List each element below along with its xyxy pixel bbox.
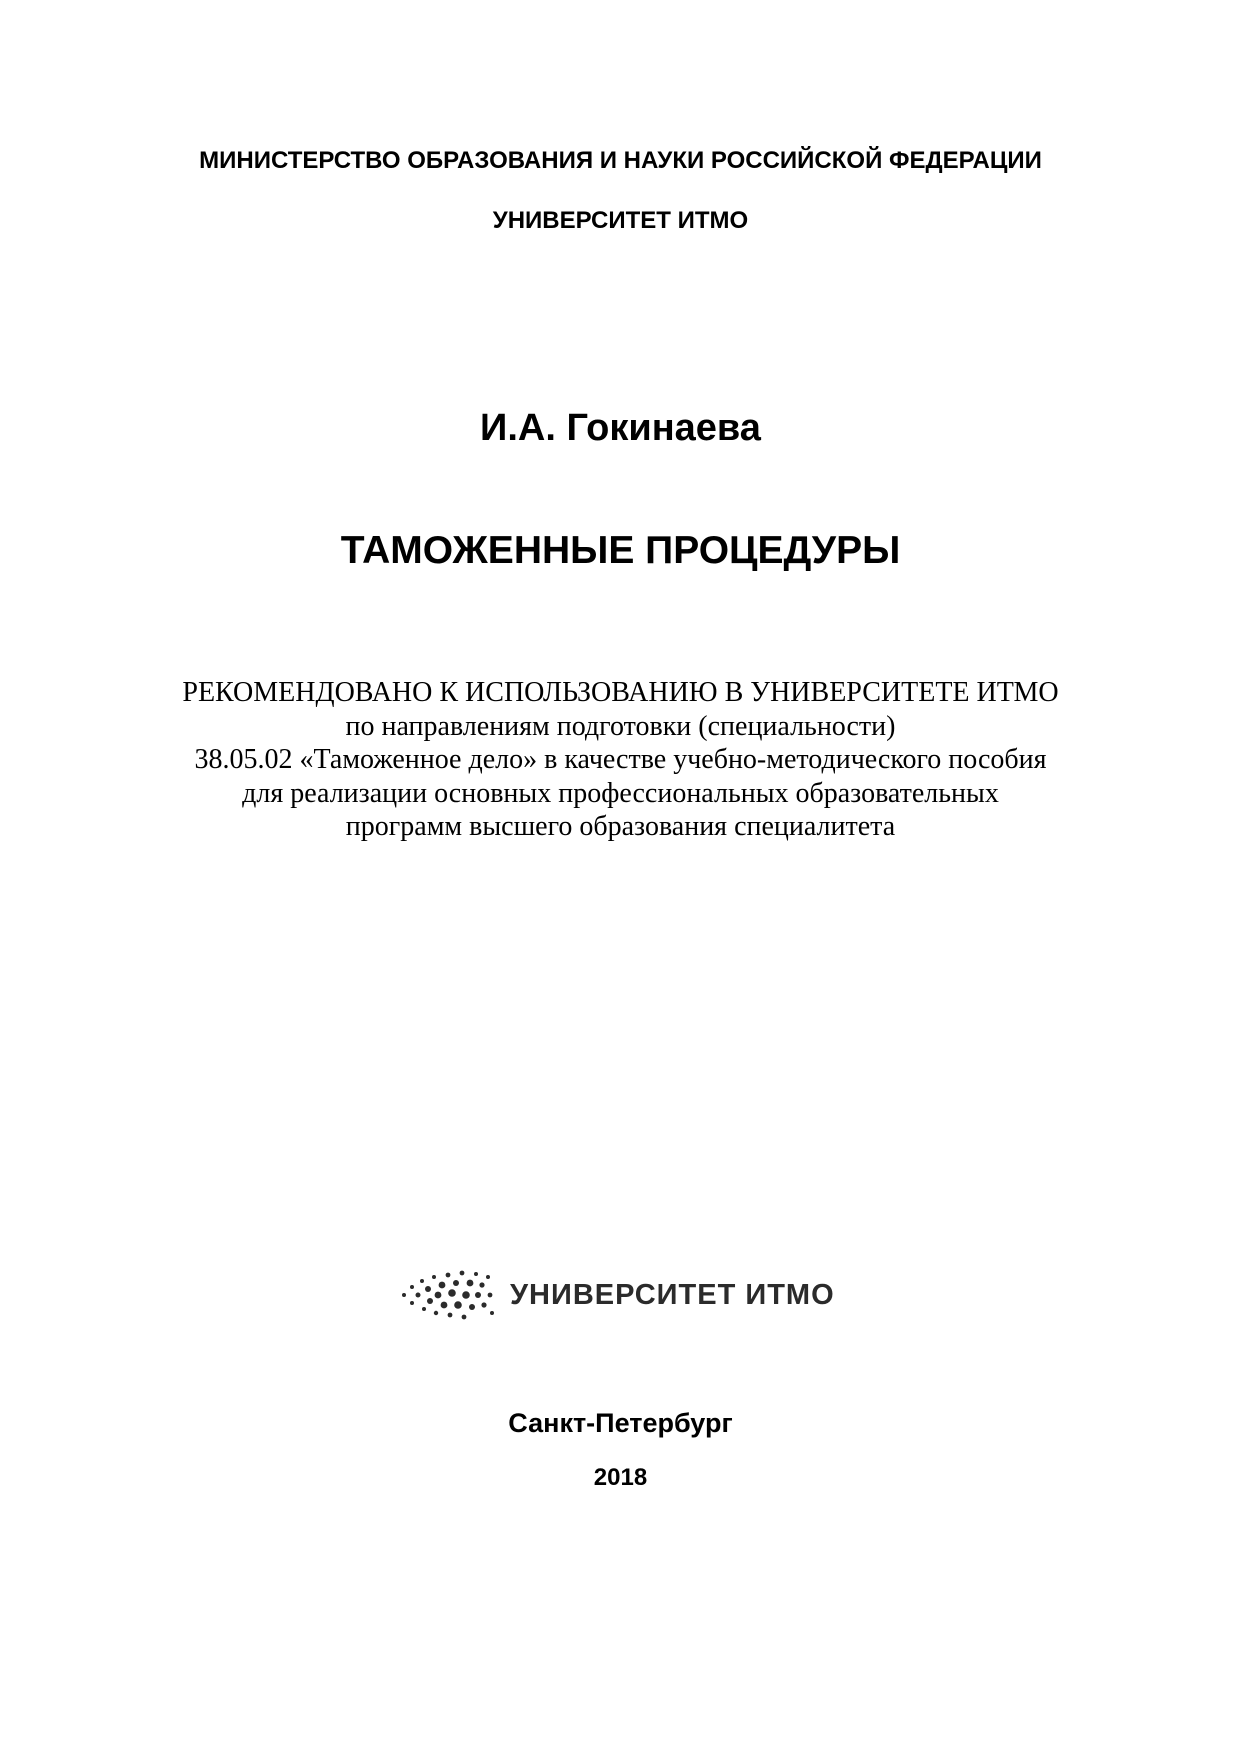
itmo-logo [400, 1265, 860, 1325]
document-title: ТАМОЖЕННЫЕ ПРОЦЕДУРЫ [340, 529, 901, 572]
recommendation-line-4: для реализации основных профессиональных образовательных [242, 777, 999, 809]
publication-city: Санкт-Петербург [508, 1408, 733, 1438]
university-heading: УНИВЕРСИТЕТ ИТМО [492, 207, 749, 234]
recommendation-line-2: по направлениям подготовки (специальности) [345, 710, 896, 742]
ministry-heading: МИНИСТЕРСТВО ОБРАЗОВАНИЯ И НАУКИ РОССИЙСКОЙ ФЕДЕРАЦИИ [199, 147, 1042, 174]
publication-year: 2018 [593, 1464, 648, 1491]
recommendation-line-1: РЕКОМЕНДОВАНО К ИСПОЛЬЗОВАНИЮ В УНИВЕРСИТЕТЕ ИТМО [182, 677, 1059, 708]
author-name: И.А. Гокинаева [480, 407, 761, 449]
recommendation-line-5: программ высшего образования специалитета [345, 811, 896, 842]
recommendation-block [0, 676, 1241, 844]
recommendation-line-3: 38.05.02 «Таможенное дело» в качестве учебно-методического пособия [194, 744, 1047, 775]
itmo-dot-matrix-logo-icon [400, 1265, 496, 1325]
logo-wordmark: УНИВЕРСИТЕТ ИТМО [510, 1279, 835, 1311]
